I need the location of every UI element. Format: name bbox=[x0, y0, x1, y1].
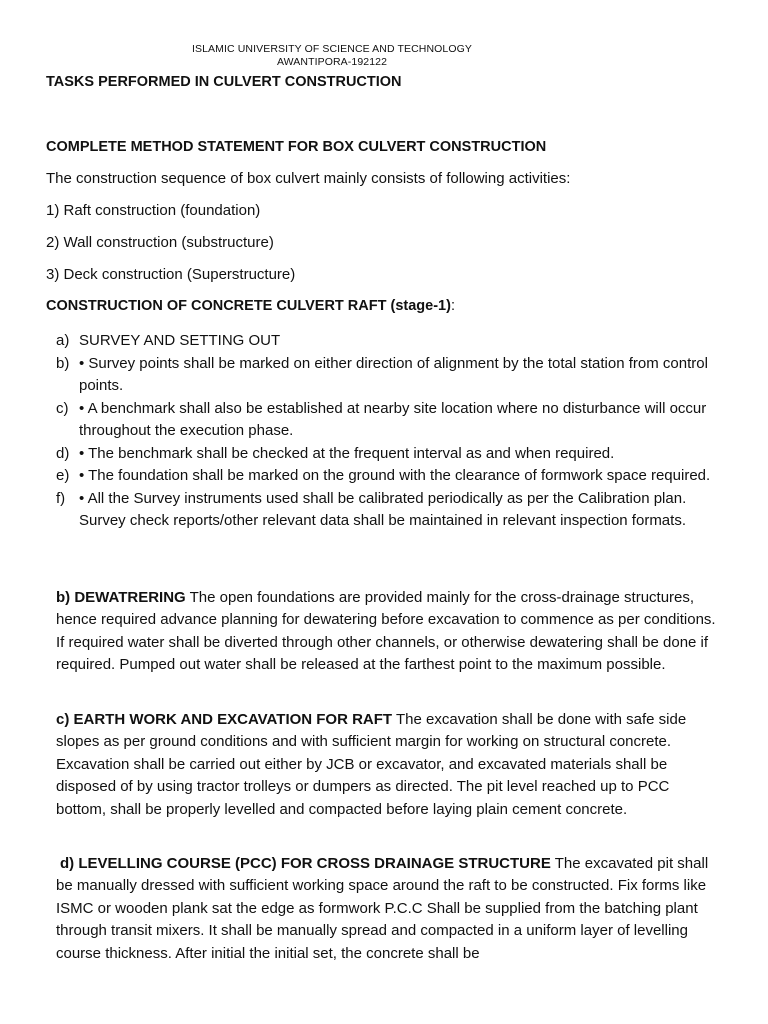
earthwork-paragraph bbox=[56, 709, 722, 821]
list-text: • All the Survey instruments used shall be calibrated periodically as per the Calibration plan. Survey check reports/other relevant data shall be maintained in relevant inspection formats. bbox=[79, 489, 687, 529]
earthwork-heading: c) EARTH WORK AND EXCAVATION FOR RAFT bbox=[56, 711, 393, 728]
raft-heading-colon: : bbox=[450, 298, 455, 314]
list-text: • The benchmark shall be checked at the frequent interval as and when required. bbox=[79, 444, 615, 462]
raft-construction-heading bbox=[46, 298, 455, 314]
dewatering-body: The open foundations are provided mainly for the cross-drainage structures, hence required advance planning for dewatering before excavation to commence as per conditions. If required water shall be diverted through other channels, or otherwise dewatering shall be done if required. Pumped out water shall be released at the farthest point to the maximum possible. bbox=[56, 589, 716, 674]
list-text: • Survey points shall be marked on either direction of alignment by the total station from control points. bbox=[79, 354, 708, 394]
list-marker: a) bbox=[56, 332, 70, 349]
levelling-paragraph bbox=[56, 853, 722, 965]
raft-heading-text: CONSTRUCTION OF CONCRETE CULVERT RAFT (stage-1) bbox=[46, 298, 451, 314]
levelling-body: The excavated pit shall be manually dressed with sufficient working space around the raft to be constructed. Fix forms like ISMC or wooden plank sat the edge as formwork P.C.C Shall be supplied from the batching plant through transit mixers. It shall be manually spread and compacted in a uniform layer of levelling course thickness. After initial the initial set, the concrete shall be bbox=[56, 855, 709, 962]
list-marker: e) bbox=[56, 467, 70, 484]
activity-3: 3) Deck construction (Superstructure) bbox=[46, 266, 296, 283]
institution-name: ISLAMIC UNIVERSITY OF SCIENCE AND TECHNOLOGY bbox=[192, 43, 472, 55]
list-item bbox=[56, 398, 726, 443]
list-text: • A benchmark shall also be established at nearby site location where no disturbance will occur throughout the execution phase. bbox=[79, 399, 707, 439]
list-marker: d) bbox=[56, 444, 70, 462]
intro-text: The construction sequence of box culvert mainly consists of following activities: bbox=[46, 170, 571, 187]
activity-1: 1) Raft construction (foundation) bbox=[46, 202, 261, 219]
activity-2: 2) Wall construction (substructure) bbox=[46, 234, 274, 251]
list-text: SURVEY AND SETTING OUT bbox=[79, 332, 281, 349]
list-item bbox=[56, 353, 726, 398]
dewatering-paragraph bbox=[56, 587, 722, 677]
list-marker: f) bbox=[56, 489, 66, 507]
list-item bbox=[56, 443, 726, 466]
institution-header bbox=[0, 43, 664, 69]
levelling-heading: d) LEVELLING COURSE (PCC) FOR CROSS DRAINAGE STRUCTURE bbox=[60, 855, 551, 872]
list-text: • The foundation shall be marked on the ground with the clearance of formwork space required. bbox=[79, 467, 711, 484]
list-item bbox=[56, 465, 726, 488]
list-item bbox=[56, 488, 726, 533]
earthwork-body: The excavation shall be done with safe side slopes as per ground conditions and with sufficient margin for working on structural concrete. Excavation shall be carried out either by JCB or excavator, and excavated materials shall be disposed of by using tractor trolleys or dumpers as directed. The pit level reached up to PCC bottom, shall be properly levelled and compacted before laying plain cement concrete. bbox=[56, 711, 687, 818]
list-marker: b) bbox=[56, 354, 70, 372]
institution-address: AWANTIPORA-192122 bbox=[276, 56, 388, 68]
document-title: TASKS PERFORMED IN CULVERT CONSTRUCTION bbox=[46, 74, 402, 90]
dewatering-heading: b) DEWATRERING bbox=[56, 589, 186, 606]
method-statement-heading: COMPLETE METHOD STATEMENT FOR BOX CULVERT CONSTRUCTION bbox=[46, 139, 547, 155]
list-marker: c) bbox=[56, 399, 69, 417]
list-item bbox=[56, 330, 726, 353]
survey-list bbox=[56, 330, 726, 533]
